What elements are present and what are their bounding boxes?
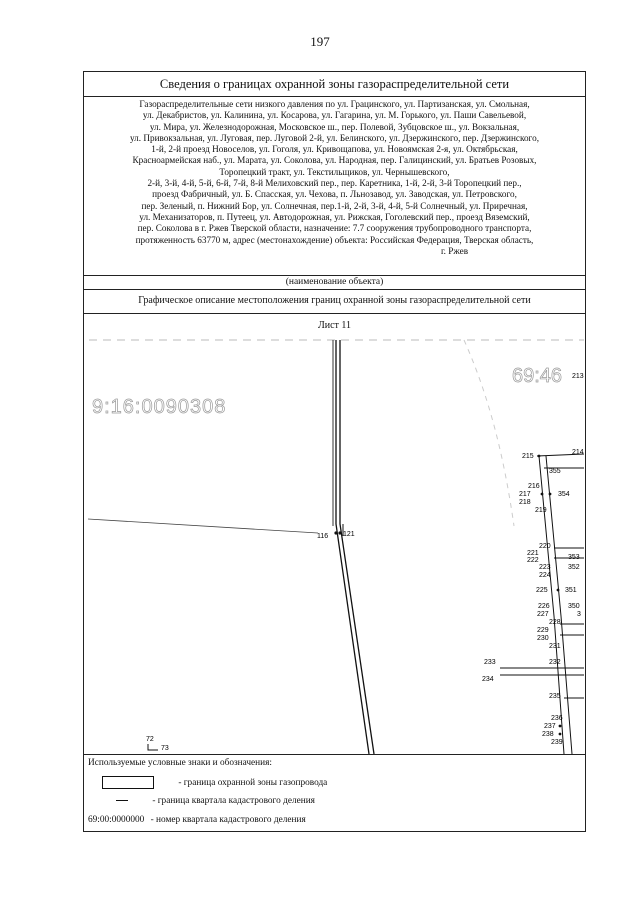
point-label: 224 <box>539 572 551 579</box>
point-label: 116 <box>317 533 329 540</box>
graphic-description-title: Графическое описание местоположения границ охранной зоны газораспределительной сети <box>84 289 585 314</box>
legend-zone-boundary-text: - граница охранной зоны газопровода <box>178 777 328 788</box>
description-line: Красноармейская наб., ул. Марата, ул. Соколова, ул. Народная, пер. Галицинский, ул. Братьев Розовых, <box>132 155 537 166</box>
point-label: 121 <box>343 531 355 538</box>
point-label: 227 <box>537 611 549 618</box>
point-label: 72 <box>146 736 154 743</box>
point-label: 355 <box>549 468 561 475</box>
description-line: 1-й, 2-й проезд Новоселов, ул. Гоголя, ул. Кривощапова, ул. Новоямская 2-я, ул. Октябрьская, <box>151 144 518 155</box>
document-title: Сведения о границах охранной зоны газораспределительной сети <box>84 72 585 97</box>
point-label: 219 <box>535 507 547 514</box>
point-label: 228 <box>549 619 561 626</box>
point-label: 238 <box>542 731 554 738</box>
cadastral-number-right: 69:46 <box>512 365 563 387</box>
point-label: 73 <box>161 745 169 752</box>
boundary-point <box>538 455 541 458</box>
description-line: протяженность 63770 м, адрес (местонахождение) объекта: Российская Федерация, Тверская область, <box>135 234 534 245</box>
point-label: 222 <box>527 557 539 564</box>
point-label: 239 <box>551 739 563 746</box>
object-description <box>86 99 583 257</box>
legend-quarter-boundary <box>88 796 315 806</box>
point-label: 234 <box>482 676 494 683</box>
boundary-point <box>559 725 562 728</box>
point-label: 354 <box>558 491 570 498</box>
boundary-point <box>338 531 341 534</box>
point-label: 235 <box>549 693 561 700</box>
point-label: 217 <box>519 491 531 498</box>
point-label: 213 <box>572 373 584 380</box>
point-label: 232 <box>549 659 561 666</box>
point-label: 353 <box>568 554 580 561</box>
point-label: 237 <box>544 723 556 730</box>
point-label: 350 <box>568 603 580 610</box>
point-label: 225 <box>536 587 548 594</box>
cadastral-map <box>84 336 585 754</box>
cadastral-number-left: 9:16:0090308 <box>92 396 227 418</box>
point-label: 3 <box>577 611 581 618</box>
description-line: ул. Привокзальная, ул. Луговая, пер. Луговой 2-й, ул. Белинского, ул. Дзержинского, пер. Дзержинского, <box>129 132 539 143</box>
point-label: 231 <box>549 643 561 650</box>
point-label: 230 <box>537 635 549 642</box>
description-line: ул. Механизаторов, п. Путеец, ул. Автодорожная, ул. Рижская, Гоголевский пер., проезд Вяземский, <box>139 211 530 222</box>
boundary-point <box>559 733 562 736</box>
legend-title: Используемые условные знаки и обозначения: <box>88 758 272 768</box>
point-label: 236 <box>551 715 563 722</box>
document-frame <box>83 71 586 832</box>
point-label: 233 <box>484 659 496 666</box>
description-line: г. Ржев <box>440 245 469 256</box>
description-line: ул. Мира, ул. Железнодорожная, Московское ш., пер. Полевой, Зубцовское ш., ул. Вокзальная, <box>149 121 520 132</box>
point-label: 229 <box>537 627 549 634</box>
legend-zone-boundary <box>88 776 327 789</box>
description-line: пер. Зеленый, п. Нижний Бор, ул. Солнечная, пер.1-й, 2-й, 3-й, 4-й, 5-й Солнечный, ул. Приречная, <box>141 200 528 211</box>
quarter-boundary-line <box>88 519 318 533</box>
quarter-boundary-swatch <box>116 800 128 801</box>
legend <box>84 754 585 832</box>
point-label: 214 <box>572 449 584 456</box>
point-label: 220 <box>539 543 551 550</box>
description-line: проезд Фабричный, ул. Б. Спасская, ул. Чехова, п. Льнозавод, ул. Заводская, ул. Петровского, <box>152 189 517 200</box>
point-label: 218 <box>519 499 531 506</box>
sheet-label: Лист 11 <box>317 320 352 331</box>
boundary-point <box>541 493 544 496</box>
point-label: 351 <box>565 587 577 594</box>
legend-quarter-boundary-text: - граница квартала кадастрового деления <box>152 796 315 806</box>
page-number: 197 <box>310 34 330 49</box>
quarter-number-sample: 69:00:0000000 <box>88 815 145 825</box>
description-line: ул. Декабристов, ул. Калинина, ул. Косарова, ул. Гагарина, ул. М. Горького, ул. Паши Савельевой, <box>142 110 527 121</box>
boundary-point <box>549 493 552 496</box>
pipeline-zone-boundary <box>340 340 374 754</box>
point-label: 352 <box>568 564 580 571</box>
point-label: 215 <box>522 453 534 460</box>
boundary-point <box>334 531 337 534</box>
object-name-caption: (наименование объекта) <box>84 275 585 290</box>
description-line: 2-й, 3-й, 4-й, 5-й, 6-й, 7-й, 8-й Мелиховский пер., пер. Каретника, 1-й, 2-й, 3-й Торопецкий пер., <box>147 178 522 189</box>
zone-boundary-swatch <box>102 776 154 789</box>
description-line: пер. Соколова в г. Ржев Тверской области, назначение: 7.7 сооружения трубопроводного транспорта, <box>137 223 532 234</box>
pipeline-zone-boundary <box>336 340 369 754</box>
boundary-point <box>557 589 560 592</box>
description-line: Торопецкий тракт, ул. Текстильщиков, ул. Чернышевского, <box>219 166 450 177</box>
point-label: 221 <box>527 550 539 557</box>
point-label: 216 <box>528 483 540 490</box>
legend-quarter-number-text: - номер квартала кадастрового деления <box>150 815 306 825</box>
legend-quarter-number <box>88 815 306 825</box>
point-label: 223 <box>539 564 551 571</box>
point-label: 226 <box>538 603 550 610</box>
description-line: Газораспределительные сети низкого давления по ул. Грацинского, ул. Партизанская, ул. Смольная, <box>139 99 530 109</box>
